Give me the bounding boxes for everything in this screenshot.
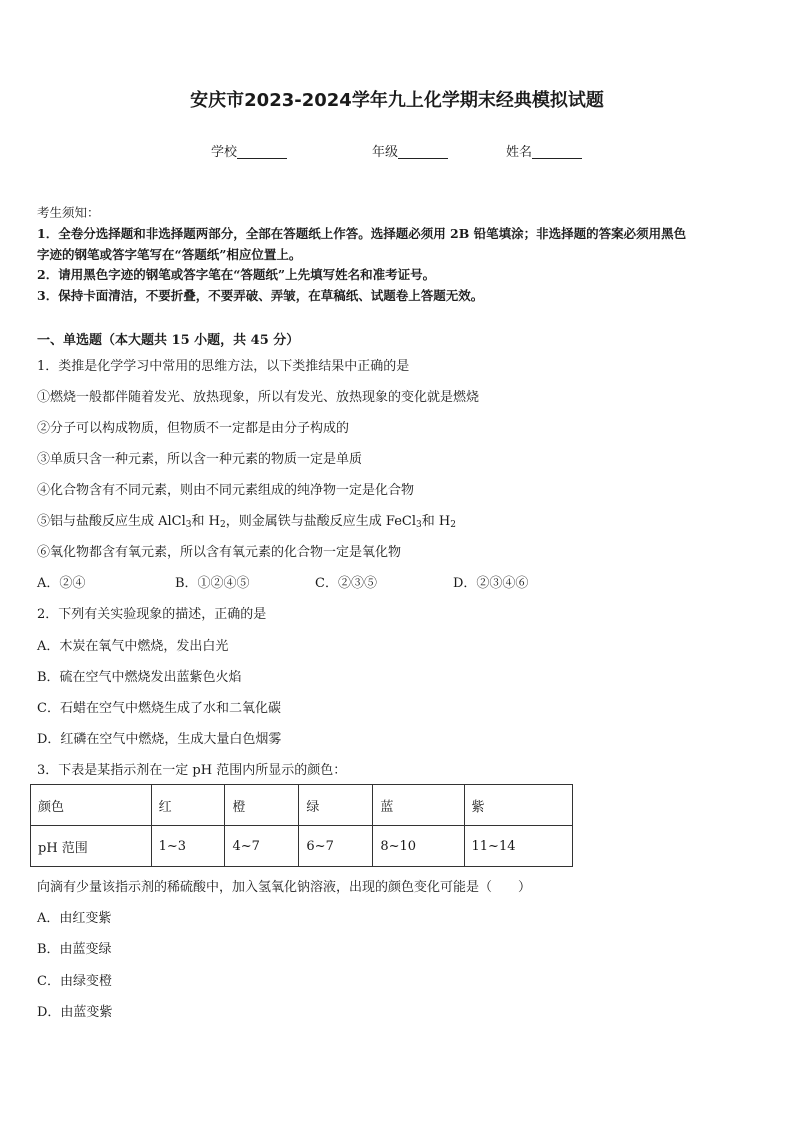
q1-statement-2: ②分子可以构成物质，但物质不一定都是由分子构成的 (37, 421, 350, 436)
school-blank (237, 144, 287, 159)
indicator-table (30, 784, 573, 867)
q1-statement-5: ⑤铝与盐酸反应生成 AlCl$_3$和 $H_2$，则金属铁与盐酸反应生成 FeCl$_3$和 $H_2$ (37, 514, 456, 530)
school-label: 学校 (211, 145, 238, 160)
grade-field (372, 141, 448, 160)
notice-item-1-line-1: 1．全卷分选择题和非选择题两部分，全部在答题纸上作答。选择题必须用 2B 铅笔填涂；非选择题的答案必须用黑色 (37, 226, 687, 241)
notice-item-3: 3．保持卡面清洁，不要折叠，不要弄破、弄皱，在草稿纸、试题卷上答题无效。 (37, 288, 484, 303)
table-cell: 4~7 (225, 826, 299, 867)
table-cell: 1~3 (151, 826, 225, 867)
q1-statement-4: ④化合物含有不同元素，则由不同元素组成的纯净物一定是化合物 (37, 483, 415, 498)
q1-stem: 1．类推是化学学习中常用的思维方法，以下类推结果中正确的是 (37, 359, 410, 374)
table-cell: 8~10 (373, 826, 464, 867)
table-cell: 6~7 (299, 826, 373, 867)
q3-option-b: B．由蓝变绿 (37, 942, 112, 957)
notice-item-1-line-2: 字迹的钢笔或答字笔写在“答题纸”相应位置上。 (37, 247, 302, 262)
q3-question: 向滴有少量该指示剂的稀硫酸中，加入氢氧化钠溶液，出现的颜色变化可能是（ ） (37, 880, 532, 895)
q2-stem: 2．下列有关实验现象的描述，正确的是 (37, 607, 267, 622)
q1-statement-1: ①燃烧一般都伴随着发光、放热现象，所以有发光、放热现象的变化就是燃烧 (37, 390, 480, 405)
q1-statement-6: ⑥氧化物都含有氧元素，所以含有氧元素的化合物一定是氧化物 (37, 545, 402, 560)
section-heading: 一、单选题（本大题共 15 小题，共 45 分） (37, 333, 300, 348)
q3-option-c: C．由绿变橙 (37, 974, 112, 989)
table-cell: 橙 (225, 785, 299, 826)
q2-option-b: B．硫在空气中燃烧发出蓝紫色火焰 (37, 670, 242, 685)
table-cell: 绿 (299, 785, 373, 826)
notice-heading: 考生须知： (37, 205, 100, 220)
grade-label: 年级 (372, 145, 399, 160)
page-title: 安庆市2023-2024学年九上化学期末经典模拟试题 (190, 90, 604, 111)
table-cell: pH 范围 (31, 826, 152, 867)
q1-statement-3: ③单质只含一种元素，所以含一种元素的物质一定是单质 (37, 452, 363, 467)
table-cell: 红 (151, 785, 225, 826)
name-label: 姓名 (506, 145, 533, 160)
table-cell: 蓝 (373, 785, 464, 826)
table-row (31, 785, 573, 826)
q1-option-a: A．②④ (37, 576, 86, 591)
name-blank (532, 144, 582, 159)
table-cell: 11~14 (464, 826, 572, 867)
q3-option-d: D．由蓝变紫 (37, 1005, 113, 1020)
q3-stem: 3．下表是某指示剂在一定 pH 范围内所显示的颜色： (37, 763, 347, 778)
q1-option-b: B．①②④⑤ (175, 576, 250, 591)
table-row (31, 826, 573, 867)
notice-item-2: 2．请用黑色字迹的钢笔或答字笔在“答题纸”上先填写姓名和准考证号。 (37, 267, 436, 282)
grade-blank (398, 144, 448, 159)
q2-option-d: D．红磷在空气中燃烧，生成大量白色烟雾 (37, 732, 282, 747)
name-field (506, 141, 582, 160)
q1-option-c: C．②③⑤ (315, 576, 377, 591)
q3-option-a: A．由红变紫 (37, 911, 112, 926)
q2-option-a: A．木炭在氧气中燃烧，发出白光 (37, 639, 229, 654)
q2-option-c: C．石蜡在空气中燃烧生成了水和二氧化碳 (37, 701, 281, 716)
school-field (211, 141, 287, 160)
table-cell: 颜色 (31, 785, 152, 826)
table-cell: 紫 (464, 785, 572, 826)
q1-option-d: D．②③④⑥ (453, 576, 529, 591)
